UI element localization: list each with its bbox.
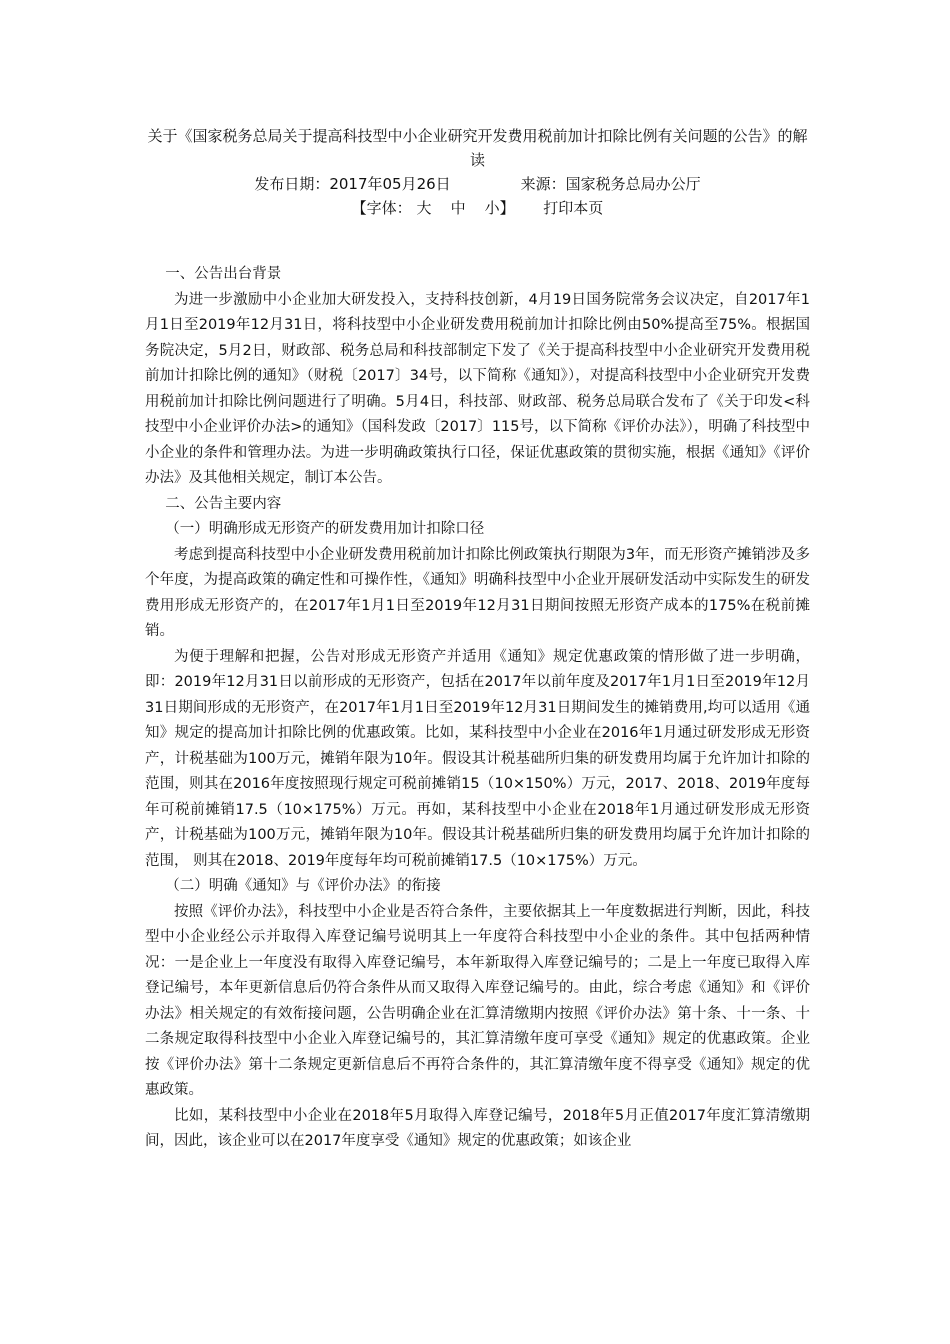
font-size-large-link[interactable]: 大 [416,199,432,217]
publish-source: 来源：国家税务总局办公厅 [520,175,701,193]
paragraph: 按照《评价办法》，科技型中小企业是否符合条件，主要依据其上一年度数据进行判断，因此，科技型中小企业经公示并取得入库登记编号说明其上一年度符合科技型中小企业的条件。其中包括两种情况：一是企业上一年度没有取得入库登记编号，本年新取得入库登记编号的；二是上一年度已取得入库登记编号，本年更新信息后仍符合条件从而又取得入库登记编号的。由此，综合考虑《通知》和《评价办法》相关规定的有效衔接问题，公告明确企业在汇算清缴期内按照《评价办法》第十条、十一条、十二条规定取得科技型中小企业入库登记编号的，其汇算清缴年度可享受《通知》规定的优惠政策。企业按《评价办法》第十二条规定更新信息后不再符合条件的，其汇算清缴年度不得享受《通知》规定的优惠政策。 [145,903,810,1098]
article-body [145,262,810,1155]
print-page-link[interactable]: 打印本页 [543,199,604,217]
page-title: 关于《国家税务总局关于提高科技型中小企业研究开发费用税前加计扣除比例有关问题的公告》的解读 [147,127,808,169]
subsection-heading: （一）明确形成无形资产的研发费用加计扣除口径 [165,521,485,537]
paragraph: 为进一步激励中小企业加大研发投入，支持科技创新，4月19日国务院常务会议决定，自2017年1月1日至2019年12月31日，将科技型中小企业研发费用税前加计扣除比例由50%提高至75%。根据国务院决定，5月2日，财政部、税务总局和科技部制定下发了《关于提高科技型中小企业研究开发费用税前加计扣除比例的通知》（财税〔2017〕34号，以下简称《通知》），对提高科技型中小企业研究开发费用税前加计扣除比例问题进行了明确。5月4日，科技部、财政部、税务总局联合发布了《关于印发<科技型中小企业评价办法>的通知》（国科发政〔2017〕115号，以下简称《评价办法》），明确了科技型中小企业的条件和管理办法。为进一步明确政策执行口径，保证优惠政策的贯彻实施，根据《通知》《评价办法》及其他相关规定，制订本公告。 [145,291,810,486]
font-size-label-close: 】 [499,199,515,217]
section-heading: 二、公告主要内容 [165,495,282,512]
paragraph: 为便于理解和把握，公告对形成无形资产并适用《通知》规定优惠政策的情形做了进一步明确，即：2019年12月31日以前形成的无形资产，包括在2017年以前年度及2017年1月1日至2019年12月31日期间形成的无形资产，在2017年1月1日至2019年12月31日期间发生的摊销费用,均可以适用《通知》规定的提高加计扣除比例的优惠政策。比如，某科技型中小企业在2016年1月通过研发形成无形资产，计税基础为100万元，摊销年限为10年。假设其计税基础所归集的研发费用均属于允许加计扣除的范围，则其在2016年度按照现行规定可税前摊销15（10×150%）万元，2017、2018、2019年度每年可税前摊销17.5（10×175%）万元。再如，某科技型中小企业在2018年1月通过研发形成无形资产，计税基础为100万元，摊销年限为10年。假设其计税基础所归集的研发费用均属于允许加计扣除的范围， 则其在2018、2019年度每年均可税前摊销17.5（10×175%）万元。 [145,648,810,869]
document-page [145,124,810,1155]
font-size-medium-link[interactable]: 中 [450,199,466,217]
publish-date: 发布日期：2017年05月26日 [254,175,451,193]
paragraph: 比如，某科技型中小企业在2018年5月取得入库登记编号，2018年5月正值2017年度汇算清缴期间，因此，该企业可以在2017年度享受《通知》规定的优惠政策；如该企业 [145,1107,810,1149]
font-size-small-link[interactable]: 小 [484,199,500,217]
font-size-label-open: 【字体： [351,199,412,217]
publish-meta [145,172,810,196]
section-heading: 一、公告出台背景 [165,266,282,282]
subsection-heading: （二）明确《通知》与《评价办法》的衔接 [165,878,441,894]
font-size-toolbar [145,196,810,220]
paragraph: 考虑到提高科技型中小企业研发费用税前加计扣除比例政策执行期限为3年，而无形资产摊销涉及多个年度，为提高政策的确定性和可操作性，《通知》明确科技型中小企业开展研发活动中实际发生的研发费用形成无形资产的，在2017年1月1日至2019年12月31日期间按照无形资产成本的175%在税前摊销。 [145,546,810,639]
